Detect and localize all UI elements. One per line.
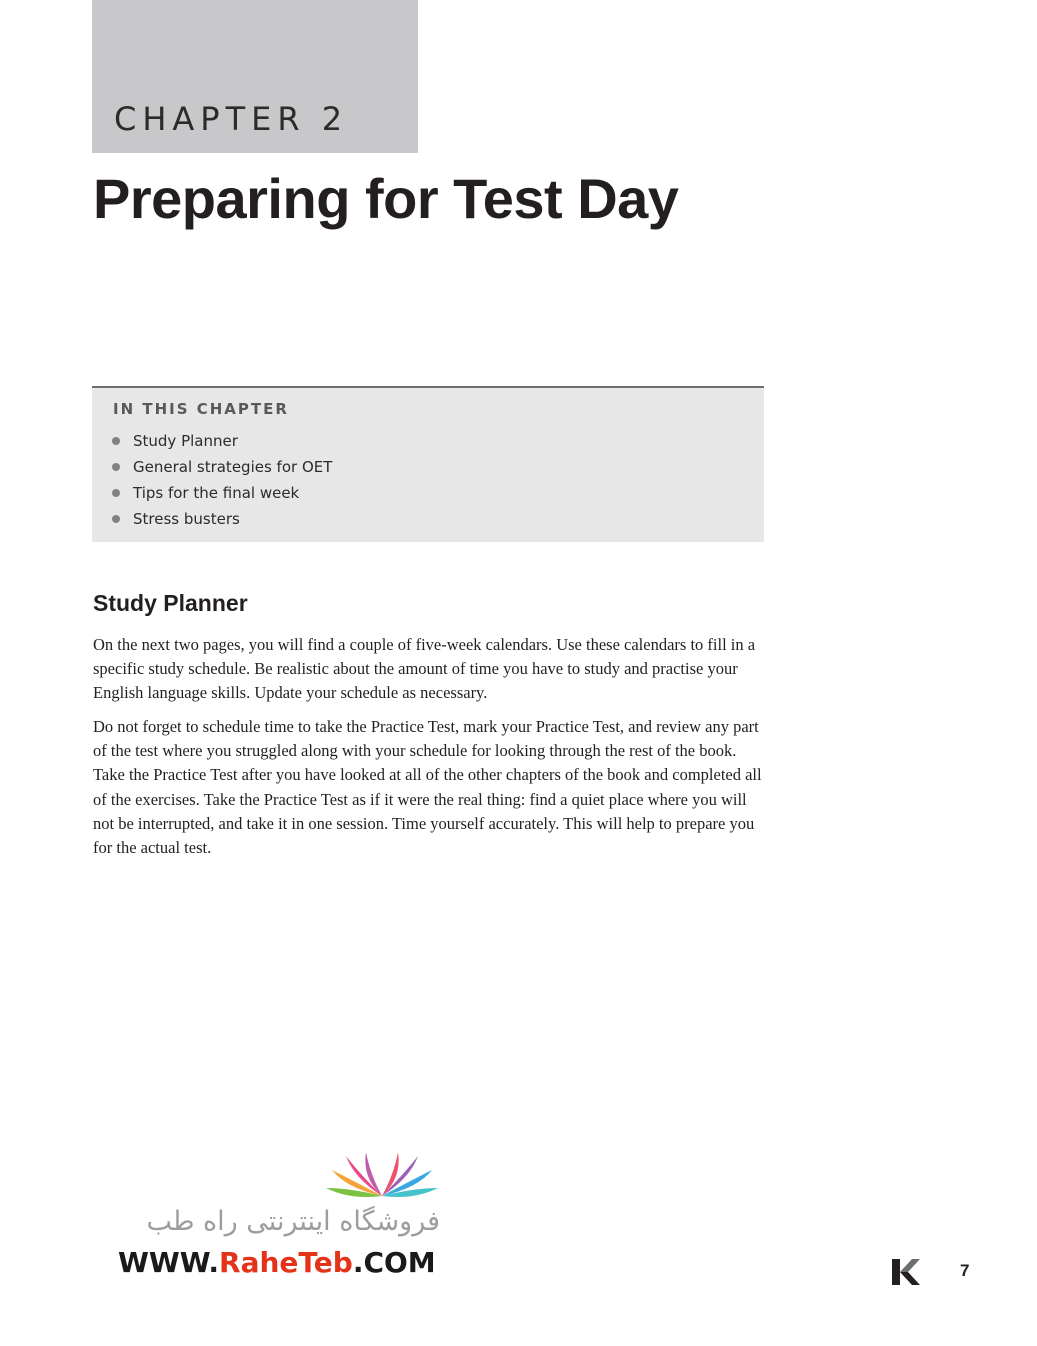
watermark xyxy=(112,1148,452,1288)
list-item xyxy=(112,454,332,480)
watermark-persian-text: فروشگاه اینترنتی راه طب xyxy=(146,1206,440,1237)
bullet-icon xyxy=(112,515,120,523)
watermark-url xyxy=(118,1246,436,1279)
list-item xyxy=(112,506,332,532)
in-this-chapter-heading: IN THIS CHAPTER xyxy=(113,400,289,418)
bullet-icon xyxy=(112,463,120,471)
in-this-chapter-box xyxy=(92,386,764,542)
kaplan-k-logo-icon xyxy=(890,1258,920,1286)
chapter-label: CHAPTER 2 xyxy=(114,100,349,138)
bullet-icon xyxy=(112,437,120,445)
watermark-url-suffix: .COM xyxy=(352,1246,436,1279)
in-this-chapter-list xyxy=(112,428,332,532)
list-item-label: General strategies for OET xyxy=(133,458,333,476)
page-title: Preparing for Test Day xyxy=(93,167,679,230)
page-number: 7 xyxy=(960,1261,970,1280)
list-item-label: Stress busters xyxy=(133,510,240,528)
body-paragraph: On the next two pages, you will find a couple of five-week calendars. Use these calendars to fill in a specific study schedule. Be realistic about the amount of time you have to study and practise your English language skills. Update your schedule as necessary. xyxy=(93,635,756,703)
list-item xyxy=(112,428,332,454)
open-book-rainbow-icon xyxy=(326,1148,438,1200)
watermark-url-prefix: WWW. xyxy=(118,1246,220,1279)
watermark-url-brand: RaheTeb xyxy=(219,1246,353,1279)
list-item-label: Tips for the final week xyxy=(133,484,300,502)
list-item-label: Study Planner xyxy=(133,432,238,450)
chapter-tab xyxy=(92,0,418,153)
section-heading: Study Planner xyxy=(93,590,248,616)
list-item xyxy=(112,480,332,506)
bullet-icon xyxy=(112,489,120,497)
body-paragraph: Do not forget to schedule time to take the Practice Test, mark your Practice Test, and review any part of the test where you struggled along with your schedule for looking through the rest of the book. Take the Practice Test after you have looked at all of the other chapters of the book and completed all of the exercises. Take the Practice Test as if it were the real thing: find a quiet place where you will not be interrupted, and take it in one session. Time yourself accurately. This will help to prepare you for the actual test. xyxy=(93,717,762,858)
